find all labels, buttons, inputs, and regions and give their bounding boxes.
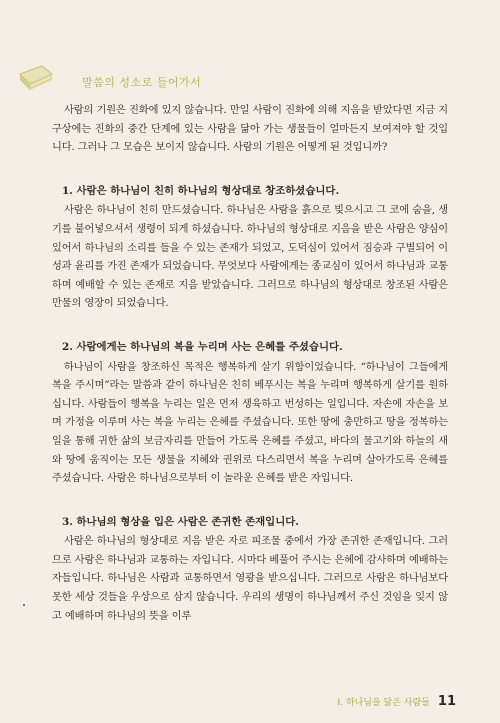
heading-1: 1. 사람은 하나님이 친히 하나님의 형상대로 창조하셨습니다. [62, 184, 340, 197]
chapter-label: I. 하나님을 닮은 사람들 [337, 698, 430, 708]
book-icon [18, 60, 54, 94]
body-text [52, 102, 448, 626]
heading-3: 3. 하나님의 형상을 입은 사람은 존귀한 존재입니다. [62, 515, 299, 528]
heading-2: 2. 사람에게는 하나님의 복을 누리며 사는 은혜를 주셨습니다. [62, 340, 343, 353]
page-number: 11 [437, 694, 456, 709]
paragraph-3: 사람은 하나님의 형상대로 지음 받은 자로 피조물 중에서 가장 존귀한 존재입니다. 그러므로 사람은 하나님과 교통하는 자입니다. 시마다 베풀어 주시는 은혜에 감사하며 예배하는 자들입니다. 하나님은 사람과 교통하면서 영광을 받으십니다. 그러므로 사람은 하나님보다 못한 세상 것들을 우상으로 삼지 않습니다. 우리의 생명이 하나님께서 주신 것임을 잊지 않고 예배하며 하나님의 뜻을 이루 [52, 536, 448, 622]
page-header [18, 60, 318, 96]
intro-paragraph: 사람의 기원은 진화에 있지 않습니다. 만일 사람이 진화에 의해 지음을 받았다면 지금 지구상에는 진화의 중간 단계에 있는 사람을 닮아 가는 생물들이 얼마든지 보여져야 할 것입니다. 그러나 그 모습은 보이지 않습니다. 사람의 기원은 어떻게 된 것입니까? [52, 105, 448, 154]
paragraph-1: 사람은 하나님이 친히 만드셨습니다. 하나님은 사람을 흙으로 빚으시고 그 코에 숨을, 생기를 불어넣으셔서 생령이 되게 하셨습니다. 하나님의 형상대로 지음을 받은 사람은 양심이 있어서 하나님의 소리를 들을 수 있는 존재가 되었고, 도덕심이 있어서 짐승과 구별되어 이성과 윤리를 가진 존재가 되었습니다. 무엇보다 사람에게는 종교심이 있어서 하나님과 교통하며 예배할 수 있는 존재로 지음 받았습니다. 그러므로 하나님의 형상대로 창조된 사람은 만물의 영장이 되었습니다. [52, 205, 448, 310]
page-footer [338, 694, 456, 709]
print-speck [23, 604, 25, 606]
section-title: 말씀의 성소로 들어가서 [82, 76, 202, 89]
paragraph-2: 하나님이 사람을 창조하신 목적은 행복하게 살기 위함이었습니다. “하나님이 그들에게 복을 주시며”라는 말씀과 같이 하나님은 친히 베푸시는 복을 누리며 행복하게 살기를 원하십니다. 사람들이 행복을 누리는 일은 먼저 생육하고 번성하는 일입니다. 자손에 자손을 보며 가정을 이루며 사는 복을 누리는 은혜를 주셨습니다. 또한 땅에 충만하고 땅을 정복하는 일을 통해 귀한 삶의 보금자리를 만들어 가도록 은혜를 주셨고, 바다의 물고기와 하늘의 새와 땅에 움직이는 모든 생물을 지혜와 권위로 다스리면서 복을 누리며 살아가도록 은혜를 주셨습니다. 사람은 하나님으로부터 이 놀라운 은혜를 받은 자입니다. [52, 361, 448, 485]
